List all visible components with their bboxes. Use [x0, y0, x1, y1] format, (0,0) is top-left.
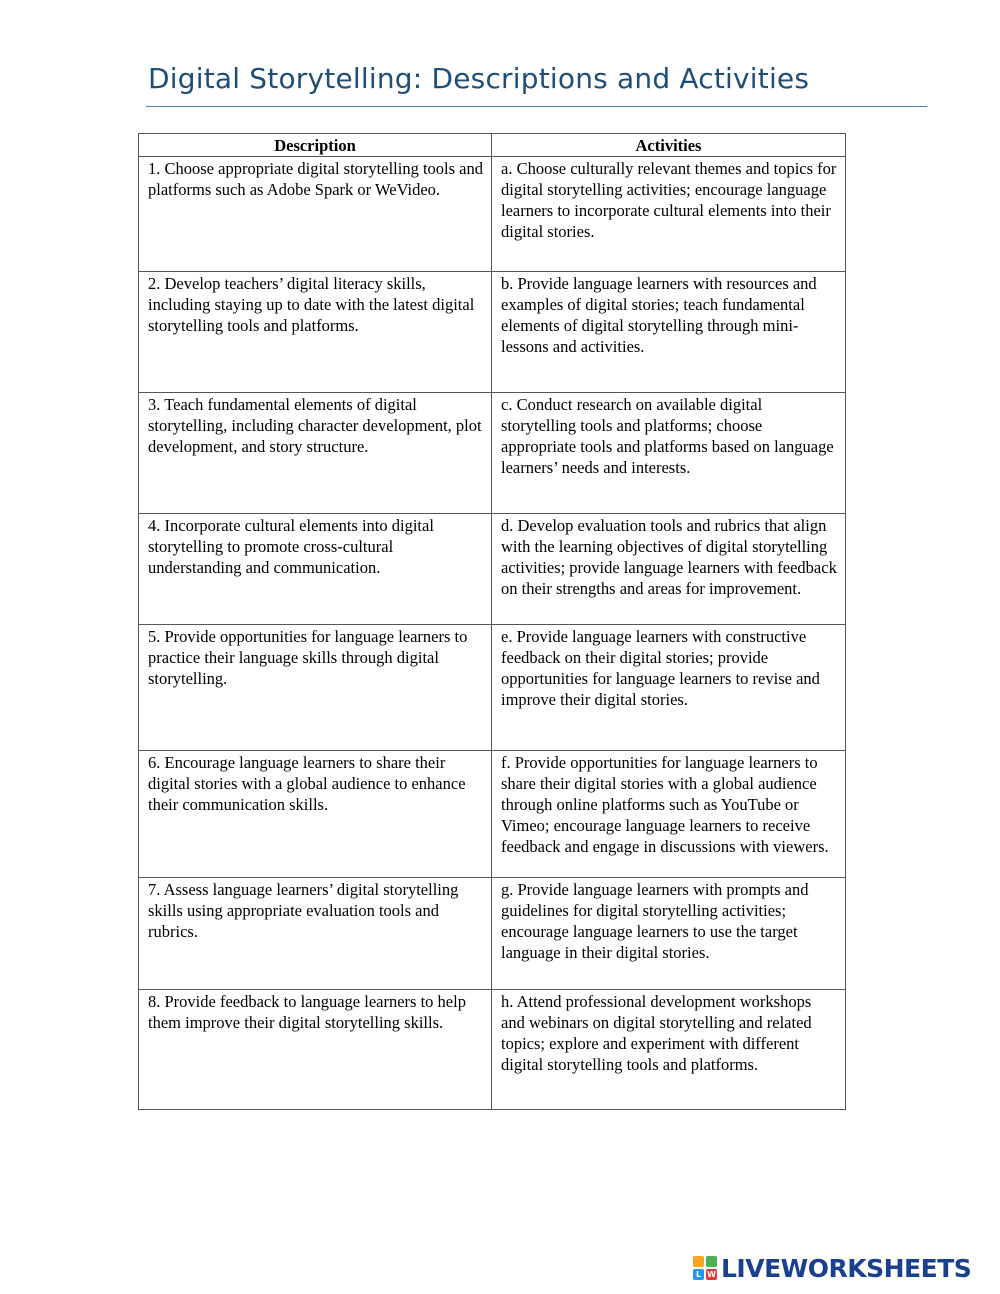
- activity-cell: f. Provide opportunities for language learners to share their digital stories with a global audience through online platforms such as YouTube or Vimeo; encourage language learners to receive feedback and engage in discussions with viewers.: [492, 751, 846, 878]
- activity-cell: e. Provide language learners with constructive feedback on their digital stories; provide opportunities for language learners to revise and improve their digital stories.: [492, 625, 846, 751]
- activity-cell: c. Conduct research on available digital storytelling tools and platforms; choose appropriate tools and platforms based on language learners’ needs and interests.: [492, 393, 846, 514]
- logo-square-red: W: [707, 1270, 716, 1279]
- table-row: [139, 514, 846, 625]
- table-row: [139, 393, 846, 514]
- description-cell: 2. Develop teachers’ digital literacy skills, including staying up to date with the latest digital storytelling tools and platforms.: [139, 272, 492, 393]
- activity-cell: g. Provide language learners with prompts and guidelines for digital storytelling activities; encourage language learners to use the target language in their digital stories.: [492, 878, 846, 990]
- description-cell: 4. Incorporate cultural elements into digital storytelling to promote cross-cultural understanding and communication.: [139, 514, 492, 625]
- description-cell: 7. Assess language learners’ digital storytelling skills using appropriate evaluation tools and rubrics.: [139, 878, 492, 990]
- description-cell: 8. Provide feedback to language learners to help them improve their digital storytelling skills.: [139, 990, 492, 1110]
- table-header-row: [139, 134, 846, 157]
- descriptions-activities-table: [138, 133, 846, 1110]
- activity-cell: a. Choose culturally relevant themes and topics for digital storytelling activities; encourage language learners to incorporate cultural elements into their digital stories.: [492, 157, 846, 272]
- title-underline: [146, 106, 927, 107]
- liveworksheets-logo-icon: [693, 1256, 717, 1280]
- table-row: [139, 751, 846, 878]
- activity-cell: b. Provide language learners with resources and examples of digital stories; teach fundamental elements of digital storytelling through mini-lessons and activities.: [492, 272, 846, 393]
- description-cell: 6. Encourage language learners to share their digital stories with a global audience to enhance their communication skills.: [139, 751, 492, 878]
- header-description: Description: [139, 134, 492, 157]
- page-title: Digital Storytelling: Descriptions and Activities: [148, 62, 810, 95]
- header-activities: Activities: [492, 134, 846, 157]
- description-cell: 3. Teach fundamental elements of digital storytelling, including character development, plot development, and story structure.: [139, 393, 492, 514]
- activity-cell: h. Attend professional development workshops and webinars on digital storytelling and related topics; explore and experiment with different digital storytelling tools and platforms.: [492, 990, 846, 1110]
- table-row: [139, 990, 846, 1110]
- logo-square-green: [706, 1256, 717, 1267]
- table-row: [139, 272, 846, 393]
- table-row: [139, 157, 846, 272]
- logo-square-orange: [693, 1256, 704, 1267]
- description-cell: 1. Choose appropriate digital storytelling tools and platforms such as Adobe Spark or WeVideo.: [139, 157, 492, 272]
- table-row: [139, 625, 846, 751]
- logo-wordmark: LIVEWORKSHEETS: [721, 1253, 972, 1283]
- description-cell: 5. Provide opportunities for language learners to practice their language skills through digital storytelling.: [139, 625, 492, 751]
- logo-square-blue: L: [693, 1269, 704, 1280]
- liveworksheets-logo: [693, 1252, 971, 1284]
- activity-cell: d. Develop evaluation tools and rubrics that align with the learning objectives of digital storytelling activities; provide language learners with feedback on their strengths and areas for improvement.: [492, 514, 846, 625]
- table-row: [139, 878, 846, 990]
